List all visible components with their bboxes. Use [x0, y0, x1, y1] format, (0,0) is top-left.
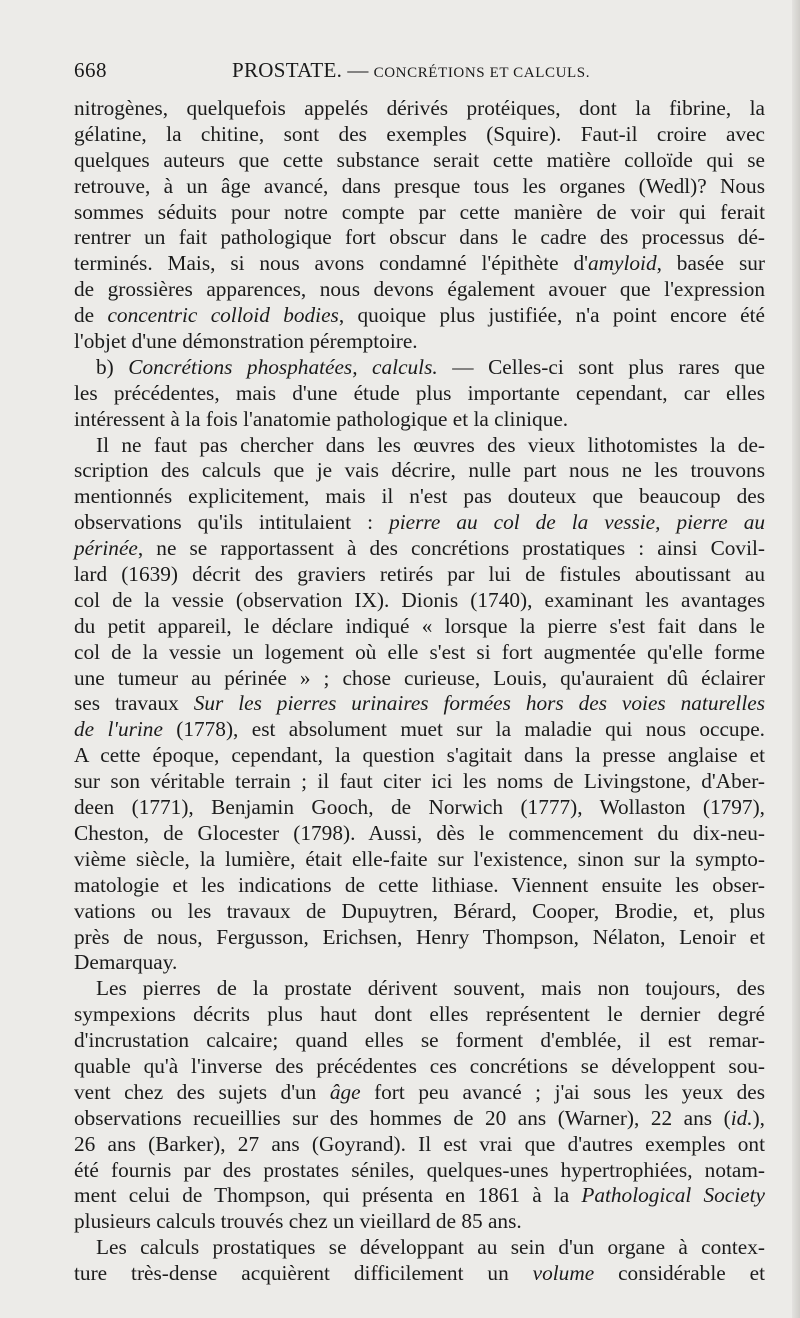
text-run: ), [752, 1105, 765, 1130]
text-run: Cheston, de Glocester (1798). Aussi, dès le commencement du dix-neu- [74, 820, 765, 845]
text-line [74, 174, 765, 200]
text-line [74, 769, 765, 795]
text-line [74, 1261, 765, 1287]
text-run: , quoique plus justifiée, n'a point encore été [338, 303, 765, 328]
text-line [74, 950, 765, 976]
text-line [74, 795, 765, 821]
text-run: de grossières apparences, nous devons également avouer que l'expression [74, 277, 765, 302]
text-run: vations ou les travaux de Dupuytren, Bérard, Cooper, Brodie, et, plus [74, 898, 765, 923]
text-line [74, 588, 765, 614]
paragraph [74, 433, 765, 977]
text-run: , ne se rapportassent à des concrétions prostatiques : ainsi Covil- [137, 536, 765, 561]
text-run: (1778), est absolument muet sur la maladie qui nous occupe. [162, 717, 765, 742]
italic-text: de l'urine [74, 717, 163, 742]
italic-text: âge [329, 1079, 361, 1104]
text-line [74, 433, 765, 459]
text-run: ses travaux [74, 691, 194, 716]
italic-text: amyloid [587, 251, 657, 276]
text-line [74, 277, 765, 303]
text-run: deen (1771), Benjamin Gooch, de Norwich (1777), Wollaston (1797), [74, 795, 765, 820]
italic-text: périnée [74, 536, 138, 561]
text-run: ture très-dense acquièrent difficilement un [74, 1261, 533, 1286]
text-line [74, 407, 765, 433]
body-text [74, 96, 765, 1287]
text-line [74, 148, 765, 174]
header-title: PROSTATE. [232, 58, 343, 82]
text-line [74, 1054, 765, 1080]
text-line [74, 666, 765, 692]
text-line [74, 562, 765, 588]
text-line [74, 1002, 765, 1028]
text-line [74, 484, 765, 510]
text-run: les précédentes, mais d'une étude plus importante cependant, car elles [74, 380, 765, 405]
text-run: mentionnés explicitement, mais il n'est pas douteux que beaucoup des [74, 484, 765, 509]
text-line [74, 536, 765, 562]
text-line [74, 1209, 765, 1235]
text-run: Il ne faut pas chercher dans les œuvres des vieux lithotomistes la de- [96, 432, 765, 457]
text-line [74, 1028, 765, 1054]
italic-text: concentric colloid bodies [107, 303, 339, 328]
text-run: , basée sur [656, 251, 766, 276]
text-line [74, 225, 765, 251]
italic-text: id. [730, 1105, 753, 1130]
text-line [74, 355, 765, 381]
running-title [232, 58, 590, 83]
text-run: rentrer un fait pathologique fort obscur dans le cadre des processus dé- [74, 225, 765, 250]
italic-text: pierre au col de la vessie, pierre au [389, 510, 766, 535]
text-run: d'incrustation calcaire; quand elles se forment d'emblée, il est remar- [74, 1028, 765, 1053]
text-run: intéressent à la fois l'anatomie pathologique et la clinique. [74, 406, 569, 431]
text-run: Les pierres de la prostate dérivent souvent, mais non toujours, des [96, 976, 765, 1001]
text-run: Les calculs prostatiques se développant au sein d'un organe à contex- [96, 1235, 765, 1260]
text-line [74, 1235, 765, 1261]
text-run: observations qu'ils intitulaient : [74, 510, 390, 535]
paragraph [74, 96, 765, 355]
running-header [74, 58, 764, 92]
text-run: — Celles-ci sont plus rares que [437, 354, 765, 379]
text-line [74, 1106, 765, 1132]
text-run: vième siècle, la lumière, était elle-faite sur l'existence, sinon sur la sympto- [74, 846, 765, 871]
text-run: une tumeur au périnée » ; chose curieuse, Louis, qu'auraient dû éclairer [74, 665, 765, 690]
text-line [74, 614, 765, 640]
text-run: été fournis par des prostates séniles, quelques-unes hypertrophiées, notam- [74, 1157, 765, 1182]
text-line [74, 1158, 765, 1184]
paragraph [74, 976, 765, 1235]
text-run: nitrogènes, quelquefois appelés dérivés protéiques, dont la fibrine, la [74, 96, 765, 120]
text-run: quelques auteurs que cette substance serait cette matière colloïde qui se [74, 147, 765, 172]
text-line [74, 640, 765, 666]
text-run: b) [96, 354, 129, 379]
text-run: matologie et les indications de cette lithiase. Viennent ensuite les obser- [74, 872, 765, 897]
text-run: retrouve, à un âge avancé, dans presque tous les organes (Wedl)? Nous [74, 173, 765, 198]
text-line [74, 821, 765, 847]
text-line [74, 1183, 765, 1209]
text-run: l'objet d'une démonstration péremptoire. [74, 329, 418, 354]
text-run: fort peu avancé ; j'ai sous les yeux des [360, 1079, 765, 1104]
text-run: considérable et [594, 1261, 765, 1286]
text-run: gélatine, la chitine, sont des exemples (Squire). Faut-il croire avec [74, 121, 765, 146]
text-line [74, 510, 765, 536]
text-run: terminés. Mais, si nous avons condamné l'épithète d' [74, 251, 588, 276]
text-line [74, 743, 765, 769]
header-subtitle: CONCRÉTIONS ET CALCULS. [373, 65, 591, 81]
text-run: quable qu'à l'inverse des précédentes ces concrétions se développent sou- [74, 1053, 765, 1078]
text-run: sympexions décrits plus haut dont elles représentent le dernier degré [74, 1002, 765, 1027]
text-run: lard (1639) décrit des graviers retirés par lui de fistules aboutissant au [74, 562, 765, 587]
text-line [74, 329, 765, 355]
text-run: ment celui de Thompson, qui présenta en 1861 à la [74, 1183, 582, 1208]
text-line [74, 976, 765, 1002]
italic-text: Sur les pierres urinaires formées hors des voies naturelles [193, 691, 765, 716]
text-run: observations recueillies sur des hommes de 20 ans (Warner), 22 ans ( [74, 1105, 731, 1130]
italic-text: Pathological Society [581, 1183, 765, 1208]
text-line [74, 717, 765, 743]
page-number: 668 [74, 58, 107, 82]
text-line [74, 122, 765, 148]
paragraph [74, 355, 765, 433]
header-separator: — [347, 58, 369, 82]
text-line [74, 873, 765, 899]
text-line [74, 1132, 765, 1158]
text-line [74, 1080, 765, 1106]
italic-text: volume [532, 1261, 595, 1286]
text-run: scription des calculs que je vais décrire, nulle part nous ne les trouvons [74, 458, 765, 483]
text-line [74, 303, 765, 329]
text-line [74, 381, 765, 407]
text-run: 26 ans (Barker), 27 ans (Goyrand). Il est vrai que d'autres exemples ont [74, 1131, 765, 1156]
text-run: sur son véritable terrain ; il faut citer ici les noms de Livingstone, d'Aber- [74, 769, 765, 794]
text-line [74, 96, 765, 122]
italic-text: Concrétions phosphatées, calculs. [128, 354, 438, 379]
text-run: plusieurs calculs trouvés chez un vieillard de 85 ans. [74, 1209, 522, 1234]
text-run: de [74, 303, 108, 328]
text-line [74, 847, 765, 873]
text-line [74, 200, 765, 226]
text-run: col de la vessie (observation IX). Dionis (1740), examinant les avantages [74, 587, 765, 612]
paragraph [74, 1235, 765, 1287]
text-line [74, 691, 765, 717]
text-line [74, 251, 765, 277]
text-line [74, 458, 765, 484]
text-line [74, 925, 765, 951]
text-run: du petit appareil, le déclare indiqué « lorsque la pierre s'est fait dans le [74, 613, 765, 638]
text-line [74, 899, 765, 925]
text-run: vent chez des sujets d'un [74, 1079, 330, 1104]
text-run: sommes séduits pour notre compte par cette manière de voir qui ferait [74, 199, 765, 224]
text-run: col de la vessie un logement où elle s'est si fort augmentée qu'elle forme [74, 639, 765, 664]
text-run: Demarquay. [74, 950, 178, 975]
text-run: A cette époque, cependant, la question s'agitait dans la presse anglaise et [74, 743, 765, 768]
text-run: près de nous, Fergusson, Erichsen, Henry Thompson, Nélaton, Lenoir et [74, 924, 765, 949]
